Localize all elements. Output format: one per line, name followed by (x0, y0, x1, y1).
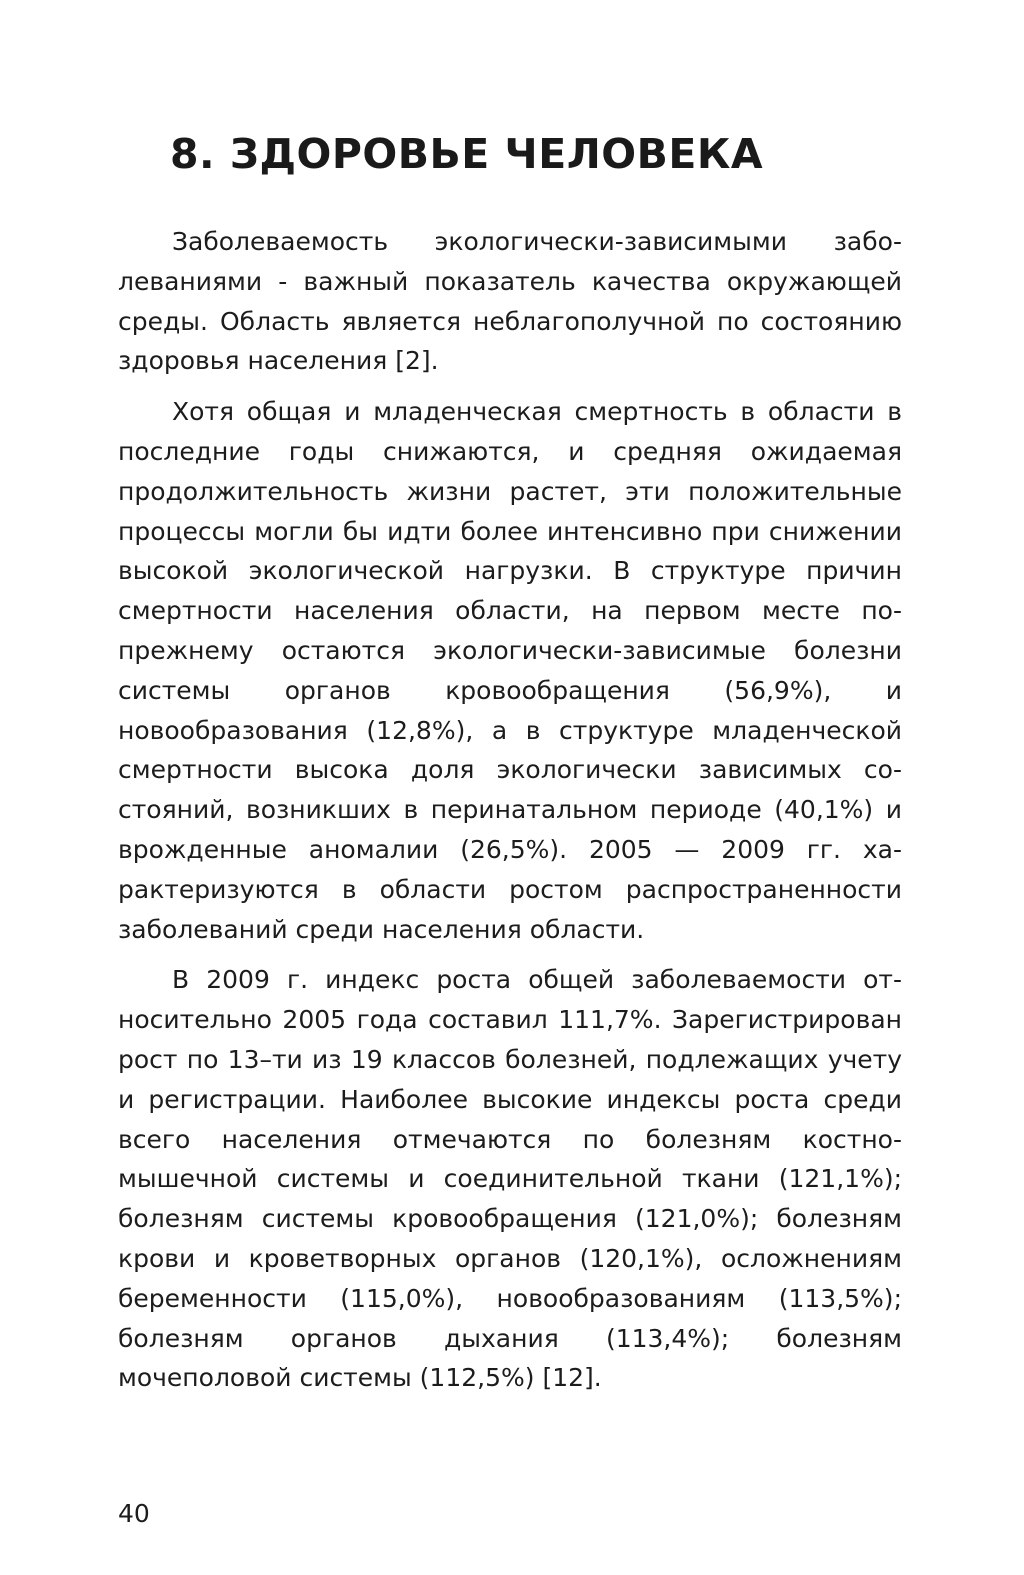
chapter-title: 8. ЗДОРОВЬЕ ЧЕЛОВЕКА (170, 130, 764, 178)
body-text (118, 222, 902, 1409)
paragraph-3: В 2009 г. индекс роста общей заболеваемости относительно 2005 года составил 111,7%. Зарегистрирован рост по 13–ти из 19 классов болезней, подлежащих учету и регистрации. Наиболее высокие индексы роста среди всего населения отмечаются по болезням костно-мышечной системы и соединительной ткани (121,1%); болезням системы кровообращения (121,0%); болезням крови и кроветворных органов (120,1%), осложнениям беременности (115,0%), новообразованиям (113,5%); болезням органов дыхания (113,4%); болезням мочеполовой системы (112,5%) [12]. (118, 965, 902, 1393)
page-number: 40 (118, 1499, 150, 1528)
paragraph-2: Хотя общая и младенческая смертность в области в последние годы снижаются, и средняя ожидаемая продолжительность жизни растет, эти положительные процессы могли бы идти более интенсивно при снижении высокой экологической нагрузки. В структуре причин смертности населения области, на первом месте по-прежнему остаются экологически-зависимые болезни системы органов кровообращения (56,9%), и новообразования (12,8%), а в структуре младенческой смертности высока доля экологически зависимых состояний, возникших в перинатальном периоде (40,1%) и врожденные аномалии (26,5%). 2005 — 2009 гг. характеризуются в области ростом распространенности заболеваний среди населения области. (118, 397, 902, 944)
paragraph-1: Заболеваемость экологически-зависимыми заболеваниями - важный показатель качества окружающей среды. Область является неблагополучной по состоянию здоровья населения [2]. (118, 227, 902, 376)
